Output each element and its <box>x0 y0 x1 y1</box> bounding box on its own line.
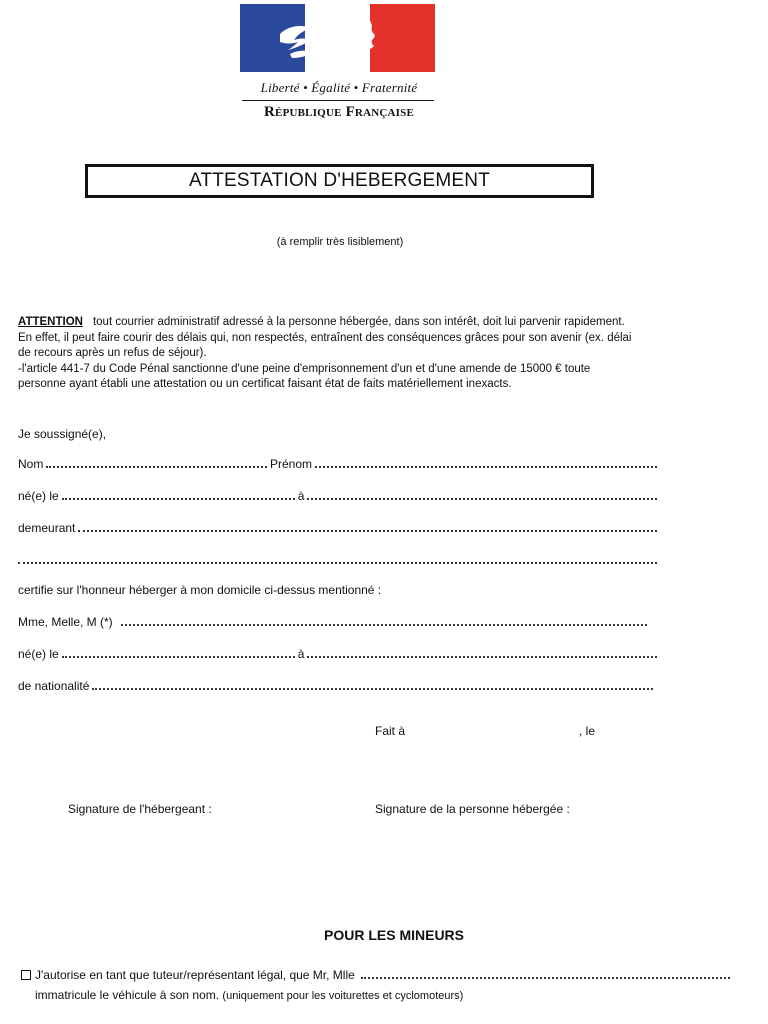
fill-instruction: (à remplir très lisiblement) <box>276 236 404 248</box>
warning-label: ATTENTION <box>18 316 83 328</box>
guest-name-row <box>18 613 650 629</box>
guest-birth-date-label: né(e) le <box>18 647 59 661</box>
host-address-row-2 <box>18 551 660 567</box>
warning-line: de recours après un refus de séjour). <box>18 347 207 360</box>
certify-statement: certifie sur l'honneur héberger à mon domicile ci-dessus mentionné : <box>18 583 382 597</box>
republic-name: République Française <box>264 104 414 120</box>
guest-name-field[interactable] <box>121 623 647 626</box>
vehicle-type-note: (uniquement pour les voiturettes et cyclomoteurs) <box>222 990 464 1002</box>
host-intro: Je soussigné(e), <box>18 427 107 441</box>
warning-text: tout courrier administratif adressé à la personne hébergée, dans son intérêt, doit lui parvenir rapidement. <box>92 316 625 328</box>
nom-field[interactable] <box>46 465 267 468</box>
host-birth-row <box>18 487 660 503</box>
guest-birth-date-field[interactable] <box>62 655 295 658</box>
minor-authorization-row <box>21 966 733 982</box>
authorization-line-2 <box>35 988 463 1002</box>
host-signature-label: Signature de l'hébergeant : <box>68 802 212 816</box>
guest-nationality-row <box>18 677 656 693</box>
guest-birth-place-field[interactable] <box>307 655 657 658</box>
guest-title-label: Mme, Melle, M (*) <box>18 615 113 629</box>
birth-date-field[interactable] <box>62 497 295 500</box>
place-label: Fait à <box>375 724 406 738</box>
nationality-label: de nationalité <box>18 679 90 693</box>
birth-place-field[interactable] <box>307 497 657 500</box>
document-title-box <box>85 164 594 198</box>
prenom-label: Prénom <box>269 457 313 471</box>
republic-motto: Liberté • Égalité • Fraternité <box>260 80 418 95</box>
birth-place-label: à <box>297 489 305 503</box>
address-label: demeurant <box>18 521 76 535</box>
host-address-row <box>18 519 660 535</box>
prenom-field[interactable] <box>315 465 657 468</box>
address-field[interactable] <box>78 529 657 532</box>
warning-line: -l'article 441-7 du Code Pénal sanctionne d'une peine d'emprisonnement d'un et d'une amende de 15000 € toute <box>18 362 591 375</box>
minors-section-title: POUR LES MINEURS <box>323 927 464 943</box>
guest-signature-label: Signature de la personne hébergée : <box>375 802 570 816</box>
nom-label: Nom <box>18 457 44 471</box>
republique-francaise-logo <box>240 4 438 124</box>
warning-line: En effet, il peut faire courir des délais qui, non respectés, entraînent des conséquences grâces pour son avenir (ex. délai <box>18 331 632 344</box>
address-field-2[interactable] <box>18 561 657 564</box>
marianne-flag-icon <box>240 4 435 72</box>
warning-line: personne ayant établi une attestation ou un certificat faisant état de faits matériellement inexacts. <box>18 378 512 391</box>
vehicle-registration-text: immatricule le véhicule à son nom. <box>35 988 220 1002</box>
minor-name-field[interactable] <box>361 976 730 979</box>
guest-birth-place-label: à <box>297 647 305 661</box>
birth-date-label: né(e) le <box>18 489 59 503</box>
nationality-field[interactable] <box>92 687 653 690</box>
authorization-text: J'autorise en tant que tuteur/représentant légal, que Mr, Mlle <box>35 968 355 982</box>
guest-birth-row <box>18 645 660 661</box>
authorization-checkbox[interactable] <box>21 970 31 980</box>
date-label: , le <box>579 724 596 738</box>
document-title: ATTESTATION D'HEBERGEMENT <box>188 170 491 191</box>
logo-divider <box>242 100 434 101</box>
host-name-row <box>18 455 660 471</box>
warning-paragraph <box>18 315 668 393</box>
warning-line <box>18 315 668 331</box>
